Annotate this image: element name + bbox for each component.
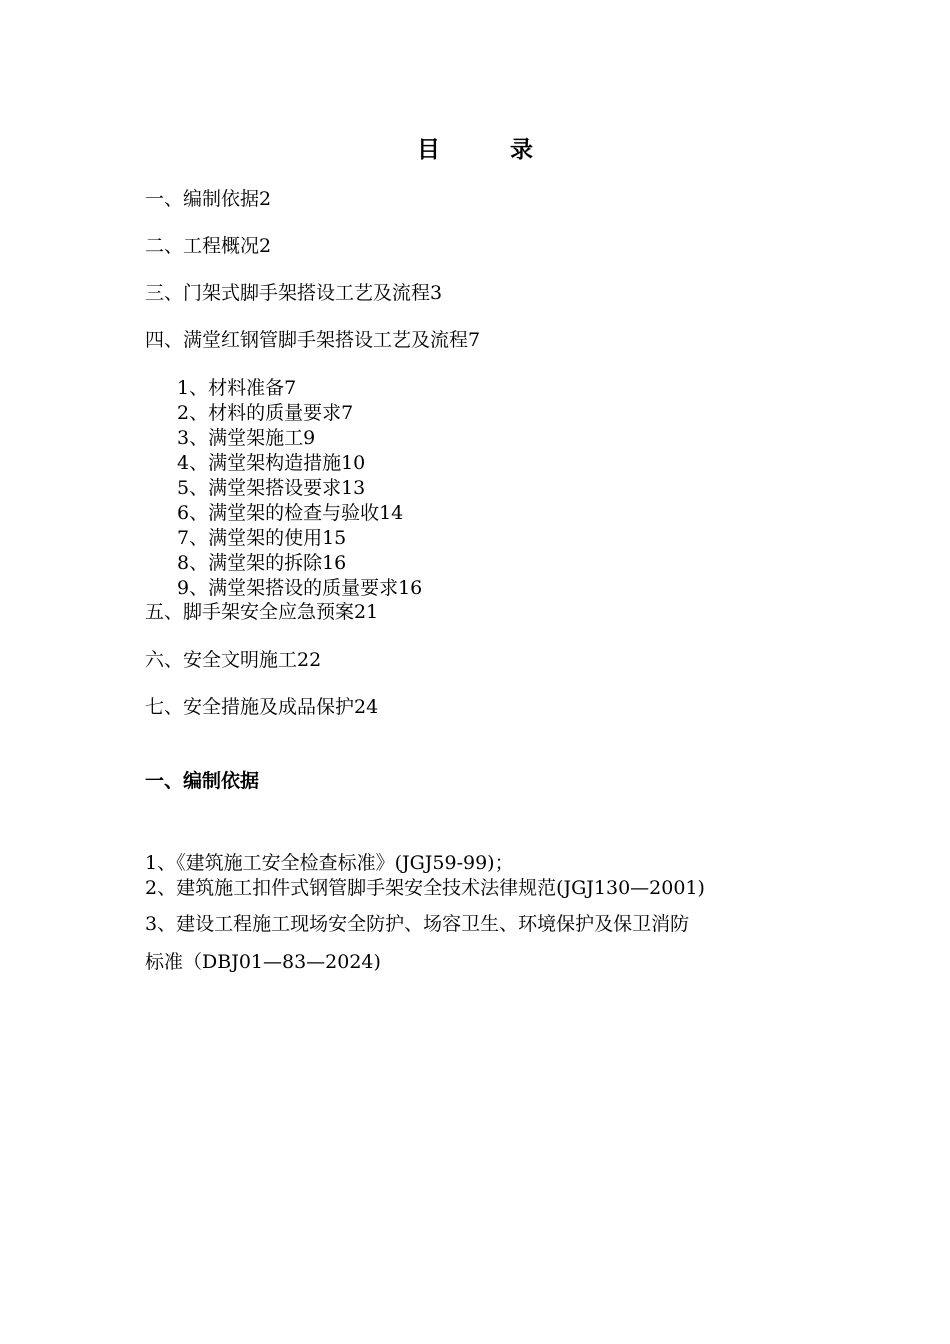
reference-item: 1、《建筑施工安全检查标准》(JGJ59-99)； bbox=[145, 852, 514, 874]
toc-title bbox=[0, 135, 950, 165]
toc-entry: 六、安全文明施工22 bbox=[145, 649, 322, 671]
reference-item: 3、建设工程施工现场安全防护、场容卫生、环境保护及保卫消防 bbox=[145, 913, 690, 935]
section-heading: 一、编制依据 bbox=[145, 770, 260, 792]
toc-entry: 三、门架式脚手架搭设工艺及流程3 bbox=[145, 282, 443, 304]
toc-title-left: 目 bbox=[417, 136, 440, 163]
toc-entry: 四、满堂红钢管脚手架搭设工艺及流程7 bbox=[145, 329, 481, 351]
toc-entry: 一、编制依据2 bbox=[145, 188, 272, 210]
toc-subentry: 5、满堂架搭设要求13 bbox=[177, 477, 366, 499]
toc-entry: 二、工程概况2 bbox=[145, 235, 272, 257]
toc-subentry: 6、满堂架的检查与验收14 bbox=[177, 502, 404, 524]
toc-subentry: 7、满堂架的使用15 bbox=[177, 527, 347, 549]
toc-title-right: 录 bbox=[510, 136, 533, 163]
toc-subentry: 4、满堂架构造措施10 bbox=[177, 452, 366, 474]
toc-subentry: 2、材料的质量要求7 bbox=[177, 402, 354, 424]
toc-subentry: 1、材料准备7 bbox=[177, 377, 297, 399]
toc-entry: 五、脚手架安全应急预案21 bbox=[145, 601, 379, 623]
toc-entry: 七、安全措施及成品保护24 bbox=[145, 696, 379, 718]
toc-subentry: 9、满堂架搭设的质量要求16 bbox=[177, 577, 423, 599]
reference-item: 2、建筑施工扣件式钢管脚手架安全技术法律规范(JGJ130—2001) bbox=[145, 877, 705, 899]
reference-item-continuation: 标准（DBJ01—83—2024) bbox=[145, 951, 381, 973]
toc-subentry: 3、满堂架施工9 bbox=[177, 427, 316, 449]
toc-subentry: 8、满堂架的拆除16 bbox=[177, 552, 347, 574]
